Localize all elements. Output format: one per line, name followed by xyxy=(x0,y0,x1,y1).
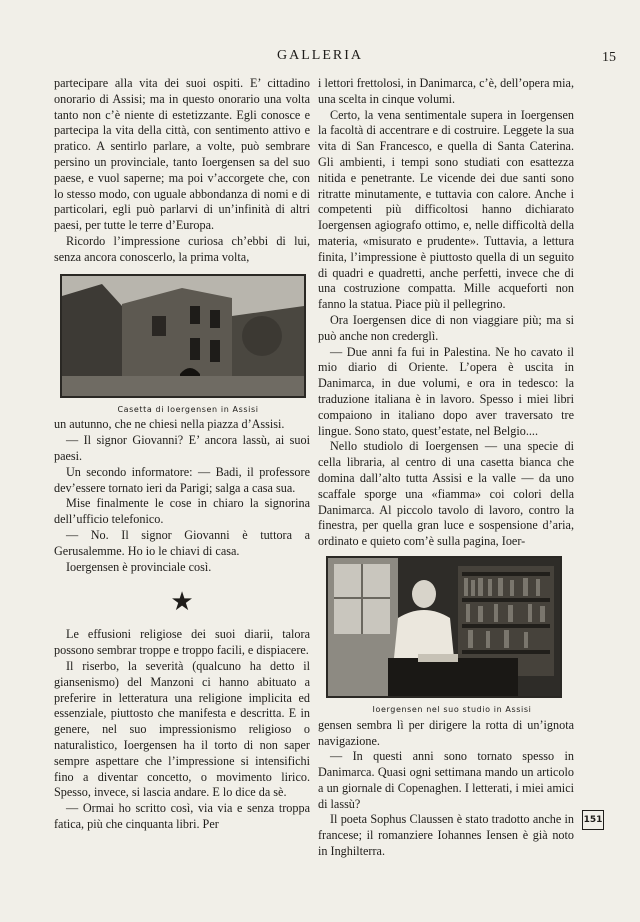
paragraph: — In questi anni sono tornato spesso in Danimarca. Quasi ogni settimana mando un articolo a un giornale di Copenaghen. I letterati, i miei amici di lassù? xyxy=(318,749,574,811)
paragraph: i lettori frettolosi, in Danimarca, c’è, dell’opera mia, una scelta in cinque volumi. xyxy=(318,76,574,106)
paragraph: un autunno, che ne chiesi nella piazza d’Assisi. xyxy=(54,417,285,432)
paragraph: Ricordo l’impressione curiosa ch’ebbi di lui, senza ancora conoscerlo, la prima volta, xyxy=(54,233,310,264)
photo-house-assisi xyxy=(60,274,306,398)
paragraph: Certo, la vena sentimentale supera in Ioergensen la facoltà di accentrare e di costruire. Leggete la sua vita di San Francesco, e quella di Santa Caterina. Gli ambienti, i tempi sono studiati con esattezza nitida e penetrante. Le vicende dei due santi sono ritratte minutamente, e tuttavia con calore. Anche i competenti più difficoltosi hanno dichiarato Ioergensen agiografo ottimo, e, nelle difficoltà della materia, «misurato e prudente». Tuttavia, a lettura finita, l’impressione è piuttosto quella di un seguito di quadri e quadretti, anche perfetti, invece che di una costruzione compatta. Mille acqueforti non fanno la statua. Piace più il pellegrino. xyxy=(318,107,574,312)
paragraph: — Ormai ho scritto così, via via e senza troppa fatica, più che cinquanta libri. Per xyxy=(54,801,310,831)
paragraph: Un secondo informatore: — Badi, il professore dev’essere tornato ieri da Parigi; salga a casa sua. xyxy=(54,464,310,495)
paragraph: Nello studiolo di Ioergensen — una specie di cella libraria, al centro di una casetta bianca che domina dall’alto tutta Assisi e la valle — da uno scaffale sporge una «fiamma» coi colori della Danimarca. Al piccolo tavolo di lavoro, contro la finestra, per quella gran luce e sospensione d’aria, ordinato e quieto com’è sulla pagina, Ioer- xyxy=(318,439,574,549)
section-divider-star-icon: ★ xyxy=(170,587,194,617)
archive-number-badge: 151 xyxy=(582,810,604,830)
paragraph: gensen sembra lì per dirigere la rotta di un’ignota navigazione. xyxy=(318,717,574,748)
paragraph: Ora Ioergensen dice di non viaggiare più; ma si può anche non crederglì. xyxy=(318,312,574,343)
paragraph: — Il signor Giovanni? E’ ancora lassù, ai suoi paesi. xyxy=(54,433,310,463)
paragraph: partecipare alla vita dei suoi ospiti. E’ cittadino onorario di Assisi; ma in questo onorario una volta tanto non c’è niente di estetizzante. Egli conosce e partecipa la vita della città, con sentimento attivo e pratico. A sentirlo parlare, a volte, può sembrare persino un provinciale, tanto Ioergensen sa del suo paese, e vuol saperne; ma poi v’accorgete che, con lo stesso modo, con uguale abbondanza di nomi e di particolari, egli può parlarvi di un’infinità di altri paesi, per tutte le terre d’Europa. xyxy=(54,76,310,233)
right-column xyxy=(318,76,574,860)
running-header: GALLERIA xyxy=(277,48,363,63)
paragraph: — No. Il signor Giovanni è tuttora a Gerusalemme. Ho io le chiavi di casa. xyxy=(54,527,310,558)
paragraph: Ioergensen è provinciale così. xyxy=(66,559,212,574)
left-column xyxy=(54,76,310,833)
paragraph: Mise finalmente le cose in chiaro la signorina dell’ufficio telefonico. xyxy=(54,496,310,527)
page-number: 15 xyxy=(602,50,616,65)
photo-caption: Casetta di Ioergensen in Assisi xyxy=(117,404,259,414)
paragraph: Il riserbo, la severità (qualcuno ha detto il giansenismo) del Manzoni ci hanno abituato a preferire in letteratura una religione implicita ed essenziale, piuttosto che manifesta e descritta. E in genere, nel suo impressionismo religioso o naturalistico, Ioergensen ha il torto di non saper sempre aspettare che l’impressione si intensifichi fino a diventar concetto, o movimento lirico. Spesso, invece, si lascia andare. E lo dice da sè. xyxy=(54,658,310,800)
photo-author-study xyxy=(326,556,562,698)
photo-caption: Ioergensen nel suo studio in Assisi xyxy=(372,704,532,714)
paragraph: Il poeta Sophus Claussen è stato tradotto anche in francese; il romanziere Iohannes Iensen è già noto in Inghilterra. xyxy=(318,812,574,859)
paragraph: Le effusioni religiose dei suoi diarii, talora possono sembrar troppe e troppo facili, e dispiacere. xyxy=(54,627,310,658)
paragraph: — Due anni fa fui in Palestina. Ne ho cavato il mio diario di Oriente. L’opera è uscita in Danimarca, in due volumi, e ora in tedesco: la traduzione italiana è in lavoro. Spesso i miei libri compaiono in italiano dopo aver traversato tre lingue. Sono stato, quest’estate, nel Belgio.... xyxy=(318,344,574,438)
